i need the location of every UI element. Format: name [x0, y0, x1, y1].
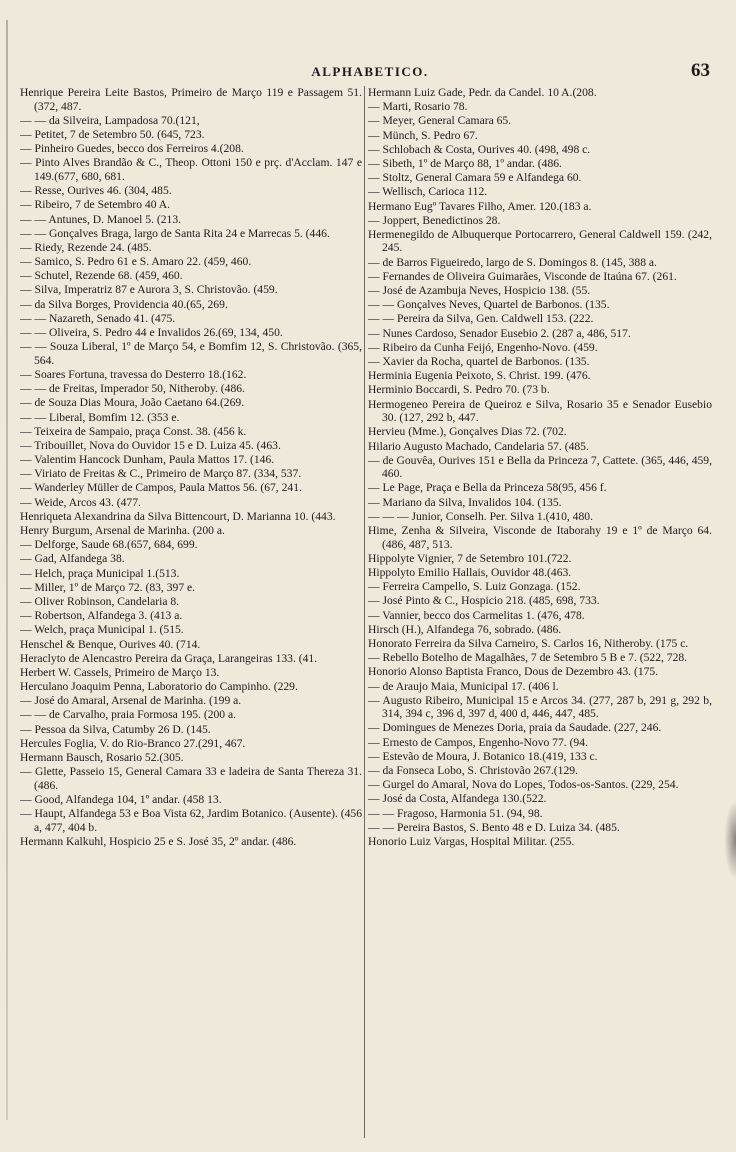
binding-margin [6, 20, 8, 1120]
directory-entry: — Teixeira de Sampaio, praça Const. 38. (456 k. [20, 424, 247, 438]
directory-entry: — — Fragoso, Harmonia 51. (94, 98. [368, 806, 543, 820]
directory-entry: — Pinto Alves Brandão & C., Theop. Ottoni 150 e prç. d'Acclam. 147 e 149.(677, 680, 681. [20, 156, 362, 183]
directory-entry: — Schutel, Rezende 68. (459, 460. [20, 269, 183, 283]
directory-entry: — José de Azambuja Neves, Hospicio 138. (55. [368, 284, 591, 298]
directory-entry: — Schlobach & Costa, Ourives 40. (498, 498 c. [368, 142, 591, 156]
directory-entry: — Augusto Ribeiro, Municipal 15 e Arcos 34. (277, 287 b, 291 g, 292 b, 314, 394 c, 396 d, 397 d, 400 d, 446, 447, 485. [368, 693, 712, 721]
directory-entry: — Oliver Robinson, Candelaria 8. [20, 594, 180, 608]
directory-entry: — da Silva Borges, Providencia 40.(65, 269. [20, 297, 228, 311]
directory-entry: Henriqueta Alexandrina da Silva Bittencourt, D. Marianna 10. (443. [20, 509, 336, 523]
directory-entry: — Welch, praça Municipal 1. (515. [20, 623, 184, 637]
directory-entry: — Wanderley Müller de Campos, Paula Mattos 56. (67, 241. [20, 481, 302, 495]
directory-entry: — Robertson, Alfandega 3. (413 a. [20, 609, 183, 623]
directory-entry: — — Liberal, Bomfim 12. (353 e. [20, 410, 180, 424]
directory-entry: — — de Carvalho, praia Formosa 195. (200 a. [20, 708, 237, 722]
directory-entry: Hermann Luiz Gade, Pedr. da Candel. 10 A.(208. [368, 86, 597, 99]
directory-entry: — Le Page, Praça e Bella da Princeza 58(95, 456 f. [368, 481, 607, 495]
directory-entry: — — Gonçalves Braga, largo de Santa Rita 24 e Marrecas 5. (446. [20, 226, 330, 240]
directory-entry: — — Souza Liberal, 1º de Março 54, e Bomfim 12, S. Christovão. (365, 564. [20, 340, 362, 367]
directory-entry: — — Nazareth, Senado 41. (475. [20, 311, 176, 325]
directory-entry: Honorato Ferreira da Silva Carneiro, S. Carlos 16, Nitheroby. (175 c. [368, 636, 689, 650]
directory-entry: — Rebello Botelho de Magalhães, 7 de Setembro 5 B e 7. (522, 728. [368, 651, 688, 665]
directory-entry: — Xavier da Rocha, quartel de Barbonos. (135. [368, 354, 590, 368]
directory-entry: Hippolyte Vignier, 7 de Setembro 101.(722. [368, 551, 572, 565]
directory-entry: — Mariano da Silva, Invalidos 104. (135. [368, 495, 562, 509]
directory-entry: Herminia Eugenia Peixoto, S. Christ. 199. (476. [368, 369, 591, 383]
directory-entry: — Marti, Rosario 78. [368, 100, 468, 114]
directory-entry: — José da Costa, Alfandega 130.(522. [368, 792, 547, 806]
directory-entry: — Tribouillet, Nova do Ouvidor 15 e D. Luiza 45. (463. [20, 438, 281, 452]
directory-entry: Hercules Foglia, V. do Rio-Branco 27.(291, 467. [20, 736, 246, 750]
directory-entry: — Domingues de Menezes Doria, praia da Saudade. (227, 246. [368, 721, 662, 735]
directory-entry: Hermano Eugº Tavares Filho, Amer. 120.(183 a. [368, 199, 592, 213]
directory-entry: — Resse, Ourives 46. (304, 485. [20, 184, 172, 198]
directory-entry: — Glette, Passeio 15, General Camara 33 e ladeira de Santa Thereza 31. (486. [20, 765, 362, 792]
column-divider [364, 86, 365, 1138]
directory-entry: — Delforge, Saude 68.(657, 684, 699. [20, 538, 198, 552]
directory-entry: Hermann Kalkuhl, Hospicio 25 e S. José 35, 2º andar. (486. [20, 834, 297, 848]
directory-entry: — Miller, 1º de Março 72. (83, 397 e. [20, 580, 196, 594]
directory-entry: — de Souza Dias Moura, João Caetano 64.(269. [20, 396, 245, 410]
directory-entry: — — da Silveira, Lampadosa 70.(121, [20, 113, 200, 127]
directory-entry: — Meyer, General Camara 65. [368, 114, 512, 128]
directory-entry: — Riedy, Rezende 24. (485. [20, 240, 152, 254]
directory-entry: — Ribeiro da Cunha Feijó, Engenho-Novo. (459. [368, 340, 598, 354]
directory-entry: — Ribeiro, 7 de Setembro 40 A. [20, 198, 171, 212]
directory-entry: Hippolyto Emilio Hallais, Ouvidor 48.(463. [368, 566, 572, 579]
directory-entry: Hermogeneo Pereira de Queiroz e Silva, Rosario 35 e Senador Eusebio 30. (127, 292 b, 447. [368, 397, 712, 425]
directory-entry: — Gad, Alfandega 38. [20, 552, 125, 566]
directory-entry: — Ferreira Campello, S. Luiz Gonzaga. (152. [368, 580, 581, 594]
directory-entry: — Pinheiro Guedes, becco dos Ferreiros 4.(208. [20, 142, 244, 156]
directory-entry: Hime, Zenha & Silveira, Visconde de Itaborahy 19 e 1º de Março 64.(486, 487, 513. [368, 524, 712, 551]
directory-entry: — Samico, S. Pedro 61 e S. Amaro 22. (459, 460. [20, 255, 252, 269]
directory-entry: Hirsch (H.), Alfandega 76, sobrado. (486. [368, 622, 562, 636]
directory-entry: Herculano Joaquim Penna, Laboratorio do Campinho. (229. [20, 680, 298, 694]
directory-entry: — José do Amaral, Arsenal de Marinha. (199 a. [20, 694, 242, 708]
directory-entry: Heraclyto de Alencastro Pereira da Graça, Larangeiras 133. (41. [20, 651, 318, 665]
directory-entry: Hermann Bausch, Rosario 52.(305. [20, 751, 184, 765]
directory-entry: — de Barros Figueiredo, largo de S. Domingos 8. (145, 388 a. [368, 255, 657, 269]
directory-entry: Herminio Boccardi, S. Pedro 70. (73 b. [368, 383, 550, 397]
directory-entry: — Fernandes de Oliveira Guimarães, Visconde de Itaúna 67. (261. [368, 269, 677, 283]
directory-entry: Honorio Luiz Vargas, Hospital Militar. (255. [368, 834, 575, 848]
directory-entry: Honorio Alonso Baptista Franco, Dous de Dezembro 43. (175. [368, 665, 659, 679]
directory-entry: — — Gonçalves Neves, Quartel de Barbonos. (135. [368, 298, 610, 312]
directory-entry: Herbert W. Cassels, Primeiro de Março 13. [20, 665, 220, 679]
directory-entry: — José Pinto & C., Hospicio 218. (485, 698, 733. [368, 594, 600, 608]
directory-entry: — da Fonseca Lobo, S. Christovão 267.(129. [368, 764, 578, 778]
directory-entry: — — Pereira da Silva, Gen. Caldwell 153. (222. [368, 312, 594, 326]
directory-entry: Hervieu (Mme.), Gonçalves Dias 72. (702. [368, 425, 567, 439]
page-number: 63 [691, 60, 710, 81]
directory-entry: — Helch, praça Municipal 1.(513. [20, 566, 180, 580]
directory-entry: Hermenegildo de Albuquerque Portocarrero, General Caldwell 159. (242, 245. [368, 227, 712, 255]
directory-entry: — Weide, Arcos 43. (477. [20, 495, 141, 509]
directory-entry: — Gurgel do Amaral, Nova do Lopes, Todos-os-Santos. (229, 254. [368, 778, 679, 792]
page-edge-shadow [724, 800, 736, 880]
directory-entry: Henry Burgum, Arsenal de Marinha. (200 a. [20, 524, 225, 538]
directory-entry: — Haupt, Alfandega 53 e Boa Vista 62, Jardim Botanico. (Ausente). (456 a, 477, 404 b. [20, 807, 362, 834]
directory-entry: — de Araujo Maia, Municipal 17. (406 l. [368, 679, 559, 693]
directory-entry: — Petitet, 7 de Setembro 50. (645, 723. [20, 127, 205, 141]
running-title: ALPHABETICO. [311, 64, 429, 79]
directory-entry: — Joppert, Benedictinos 28. [368, 213, 501, 227]
directory-entry: — Wellisch, Carioca 112. [368, 185, 488, 199]
directory-entry: — Sibeth, 1º de Março 88, 1º andar. (486. [368, 156, 562, 170]
directory-entry: — Vannier, becco dos Carmelitas 1. (476, 478. [368, 608, 585, 622]
directory-entry: — Ernesto de Campos, Engenho-Novo 77. (94. [368, 735, 588, 749]
directory-entry: — — Oliveira, S. Pedro 44 e Invalidos 26.(69, 134, 450. [20, 326, 283, 339]
directory-entry: Henschel & Benque, Ourives 40. (714. [20, 637, 201, 651]
directory-entry: — Münch, S. Pedro 67. [368, 128, 478, 142]
directory-entry: — de Gouvêa, Ourives 151 e Bella da Princeza 7, Cattete. (365, 446, 459, 460. [368, 453, 712, 481]
directory-entry: — Good, Alfandega 104, 1º andar. (458 13. [20, 793, 222, 806]
directory-entry: — — Pereira Bastos, S. Bento 48 e D. Luiza 34. (485. [368, 820, 620, 834]
right-column [368, 86, 712, 849]
directory-entry: Hilario Augusto Machado, Candelaria 57. (485. [368, 439, 589, 453]
directory-entry: — Pessoa da Silva, Catumby 26 D. (145. [20, 722, 211, 736]
directory-entry: — Nunes Cardoso, Senador Eusebio 2. (287 a, 486, 517. [368, 326, 631, 340]
directory-entry: — — de Freitas, Imperador 50, Nitheroby. (486. [20, 382, 245, 396]
directory-entry: — — — Junior, Conselh. Per. Silva 1.(410, 480. [368, 509, 593, 523]
directory-entry: — Estevão de Moura, J. Botanico 18.(419, 133 c. [368, 749, 598, 763]
directory-entry: Henrique Pereira Leite Bastos, Primeiro de Março 119 e Passagem 51. (372, 487. [20, 86, 362, 113]
directory-entry: — — Antunes, D. Manoel 5. (213. [20, 212, 182, 226]
directory-entry: — Valentim Hancock Dunham, Paula Mattos 17. (146. [20, 453, 275, 467]
left-column [20, 86, 362, 849]
directory-entry: — Soares Fortuna, travessa do Desterro 18.(162. [20, 367, 247, 381]
directory-entry: — Silva, Imperatriz 87 e Aurora 3, S. Christovão. (459. [20, 283, 278, 297]
directory-entry: — Stoltz, General Camara 59 e Alfandega 60. [368, 171, 582, 185]
page-header [30, 60, 710, 84]
directory-entry: — Viriato de Freitas & C., Primeiro de Março 87. (334, 537. [20, 467, 302, 481]
